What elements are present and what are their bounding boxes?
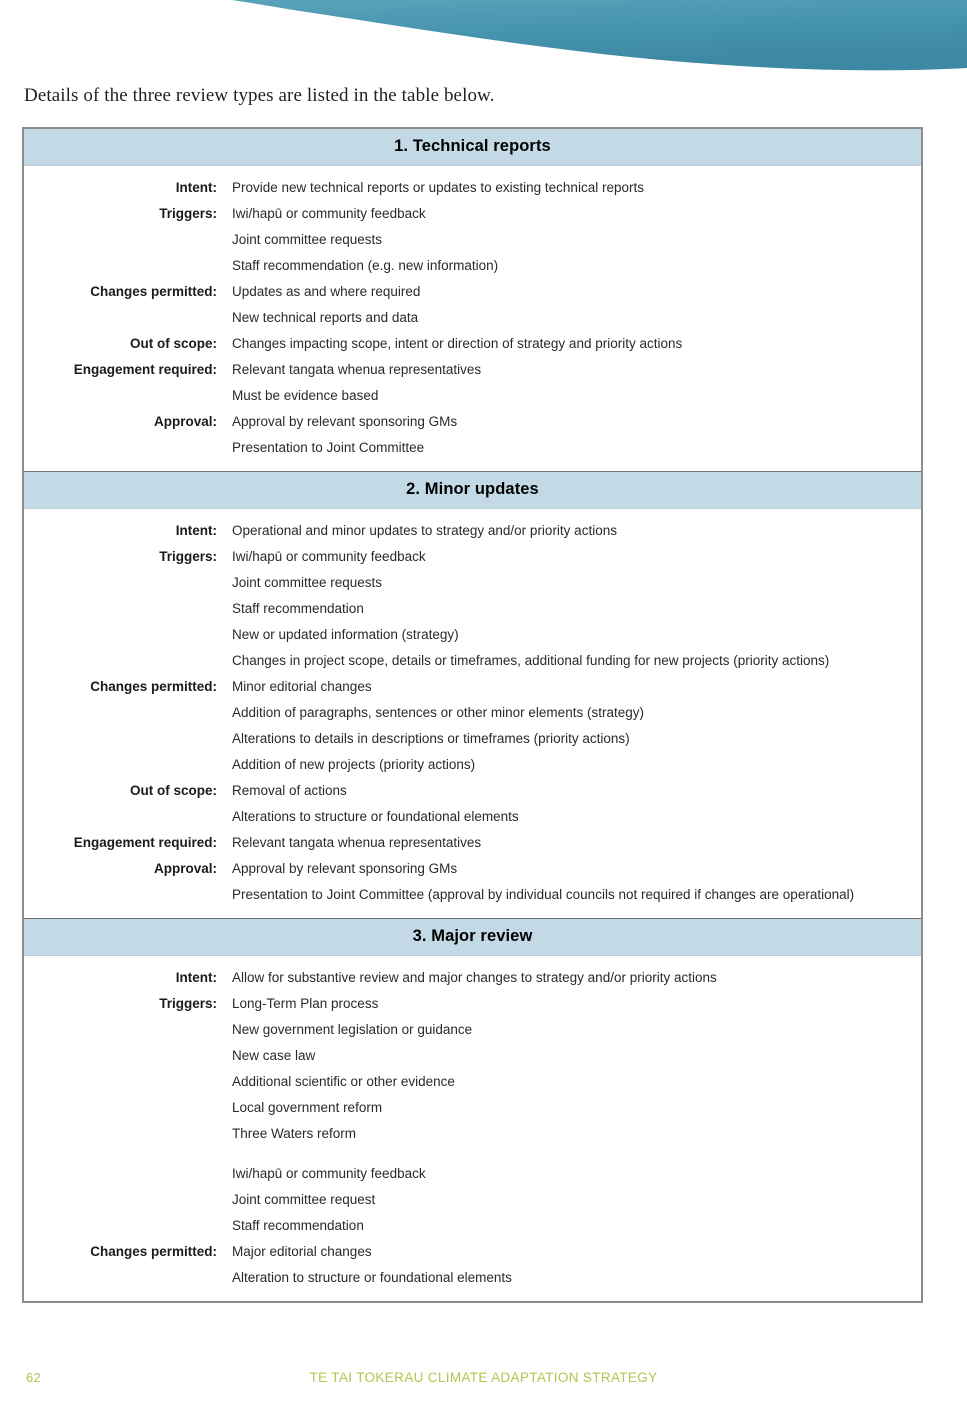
footer-page-number: 62 [26, 1370, 42, 1385]
row-value: Local government reform [232, 1100, 383, 1115]
row-value: New or updated information (strategy) [232, 627, 459, 642]
row-value: Approval by relevant sponsoring GMs [232, 414, 458, 429]
row-value: Alterations to structure or foundational elements [232, 809, 519, 824]
row-value: Allow for substantive review and major changes to strategy and/or priority actions [232, 970, 717, 985]
table-row [24, 1265, 921, 1291]
row-value: Must be evidence based [232, 388, 379, 403]
table-row [24, 227, 921, 253]
row-value: Staff recommendation (e.g. new information) [232, 258, 499, 273]
row-label: Triggers: [159, 206, 217, 221]
row-value: Removal of actions [232, 783, 347, 798]
section-rows-2 [24, 518, 921, 908]
row-label: Engagement required: [73, 362, 217, 377]
row-label: Intent: [175, 180, 217, 195]
table-row [24, 383, 921, 409]
row-value: Alterations to details in descriptions or timeframes (priority actions) [232, 731, 630, 746]
row-value: Joint committee requests [232, 232, 383, 247]
table-row [24, 1187, 921, 1213]
table-row [24, 1213, 921, 1239]
table-row [24, 752, 921, 778]
row-label: Approval: [153, 414, 217, 429]
table-row [24, 991, 921, 1017]
table-row [24, 305, 921, 331]
section-rows-1 [24, 175, 921, 461]
table-row [24, 544, 921, 570]
table-row [24, 1017, 921, 1043]
row-value: Updates as and where required [232, 284, 421, 299]
table-row [24, 357, 921, 383]
table-row [24, 201, 921, 227]
table-row [24, 1095, 921, 1121]
table-row [24, 1043, 921, 1069]
table-row [24, 648, 921, 674]
row-value: Major editorial changes [232, 1244, 372, 1259]
row-label: Out of scope: [130, 336, 217, 351]
table-row [24, 175, 921, 201]
table-row [24, 253, 921, 279]
table-row [24, 804, 921, 830]
row-value: New government legislation or guidance [232, 1022, 473, 1037]
row-value: New case law [232, 1048, 316, 1063]
header-wave-decoration [0, 0, 967, 80]
table-row [24, 279, 921, 305]
row-value: Iwi/hapū or community feedback [232, 1166, 426, 1181]
row-label: Approval: [153, 861, 217, 876]
row-value: Iwi/hapū or community feedback [232, 206, 426, 221]
table-row [24, 674, 921, 700]
row-value: Joint committee request [232, 1192, 376, 1207]
row-value: Changes in project scope, details or timeframes, additional funding for new projects (priority actions) [232, 653, 830, 668]
row-value: Relevant tangata whenua representatives [232, 835, 482, 850]
table-row [24, 830, 921, 856]
row-value: Staff recommendation [232, 1218, 364, 1233]
section-rows-3 [24, 965, 921, 1291]
row-value: New technical reports and data [232, 310, 419, 325]
section-header-2: 2. Minor updates [24, 471, 921, 509]
row-label: Engagement required: [73, 835, 217, 850]
intro-paragraph: Details of the three review types are listed in the table below. [24, 85, 495, 106]
row-value: Relevant tangata whenua representatives [232, 362, 482, 377]
row-label: Triggers: [159, 549, 217, 564]
row-value: Alteration to structure or foundational elements [232, 1270, 512, 1285]
row-value: Addition of paragraphs, sentences or other minor elements (strategy) [232, 705, 644, 720]
table-row [24, 726, 921, 752]
table-row [24, 596, 921, 622]
row-value: Staff recommendation [232, 601, 364, 616]
table-row [24, 570, 921, 596]
row-value: Minor editorial changes [232, 679, 372, 694]
section-header-3: 3. Major review [24, 918, 921, 956]
row-label: Out of scope: [130, 783, 217, 798]
table-row [24, 778, 921, 804]
row-label: Changes permitted: [90, 679, 217, 694]
row-value: Addition of new projects (priority actions) [232, 757, 476, 772]
row-value: Presentation to Joint Committee (approval by individual councils not required if changes are operational) [232, 887, 855, 902]
row-label: Changes permitted: [90, 1244, 217, 1259]
table-row [24, 1121, 921, 1147]
row-value: Approval by relevant sponsoring GMs [232, 861, 458, 876]
table-row [24, 409, 921, 435]
table-row [24, 700, 921, 726]
table-row [24, 965, 921, 991]
row-label: Intent: [175, 970, 217, 985]
row-value: Provide new technical reports or updates to existing technical reports [232, 180, 644, 195]
row-value: Long-Term Plan process [232, 996, 379, 1011]
table-row [24, 1161, 921, 1187]
section-header-1: 1. Technical reports [24, 129, 921, 166]
table-row [24, 882, 921, 908]
row-label: Triggers: [159, 996, 217, 1011]
row-label: Changes permitted: [90, 284, 217, 299]
table-row [24, 622, 921, 648]
row-value: Operational and minor updates to strategy and/or priority actions [232, 523, 617, 538]
row-value: Joint committee requests [232, 575, 383, 590]
row-value: Three Waters reform [232, 1126, 357, 1141]
table-row [24, 435, 921, 461]
review-types-table [22, 127, 923, 1303]
table-row [24, 331, 921, 357]
table-row [24, 1239, 921, 1265]
table-row [24, 856, 921, 882]
row-value: Presentation to Joint Committee [232, 440, 425, 455]
table-row [24, 518, 921, 544]
row-value: Iwi/hapū or community feedback [232, 549, 426, 564]
row-label: Intent: [175, 523, 217, 538]
row-value: Changes impacting scope, intent or direction of strategy and priority actions [232, 336, 683, 351]
row-value: Additional scientific or other evidence [232, 1074, 455, 1089]
table-row [24, 1069, 921, 1095]
footer-document-title: TE TAI TOKERAU CLIMATE ADAPTATION STRATEGY [309, 1370, 658, 1385]
